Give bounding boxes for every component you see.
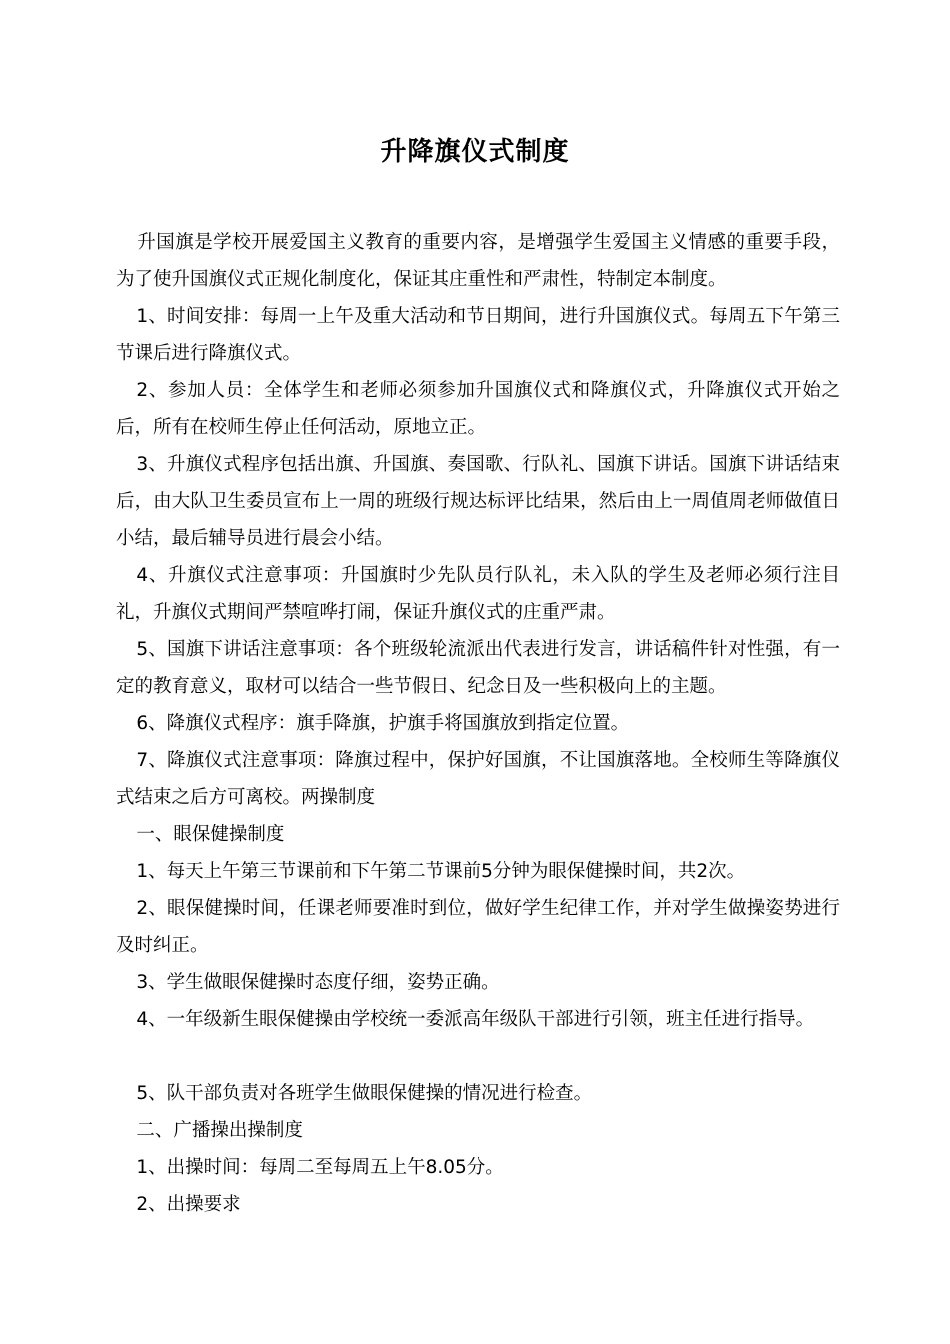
paragraph-time-schedule: 1、时间安排：每周一上午及重大活动和节日期间，进行升国旗仪式。每周五下午第三节课后进行降旗仪式。: [116, 306, 840, 364]
paragraph-flag-raising-notes: 4、升旗仪式注意事项：升国旗时少先队员行队礼，未入队的学生及老师必须行注目礼，升旗仪式期间严禁喧哗打闹，保证升旗仪式的庄重严肃。: [116, 565, 840, 623]
paragraph-flag-lowering-notes: 7、降旗仪式注意事项：降旗过程中，保护好国旗，不让国旗落地。全校师生等降旗仪式结束之后方可离校。两操制度: [116, 750, 840, 808]
paragraph-speech-notes: 5、国旗下讲话注意事项：各个班级轮流派出代表进行发言，讲话稿件针对性强，有一定的教育意义，取材可以结合一些节假日、纪念日及一些积极向上的主题。: [116, 639, 840, 697]
paragraph-eye-exercise-time: 1、每天上午第三节课前和下午第二节课前5分钟为眼保健操时间，共2次。: [136, 861, 746, 882]
document-title: 升降旗仪式制度: [380, 137, 570, 167]
paragraph-intro: 升国旗是学校开展爱国主义教育的重要内容，是增强学生爱国主义情感的重要手段，为了使升国旗仪式正规化制度化，保证其庄重性和严肃性，特制定本制度。: [116, 232, 840, 290]
paragraph-eye-exercise-posture: 3、学生做眼保健操时态度仔细，姿势正确。: [136, 972, 500, 993]
section-heading-eye-exercises: 一、眼保健操制度: [136, 824, 285, 845]
paragraph-eye-exercise-first-grade: 4、一年级新生眼保健操由学校统一委派高年级队干部进行引领，班主任进行指导。: [136, 1009, 815, 1030]
paragraph-participants: 2、参加人员：全体学生和老师必须参加升国旗仪式和降旗仪式，升降旗仪式开始之后，所有在校师生停止任何活动，原地立正。: [116, 380, 840, 438]
section-heading-broadcast-exercises: 二、广播操出操制度: [136, 1120, 303, 1141]
blank-line: [116, 1038, 840, 1075]
paragraph-eye-exercise-inspection: 5、队干部负责对各班学生做眼保健操的情况进行检查。: [136, 1083, 593, 1104]
document-body: [116, 224, 840, 1223]
paragraph-exercise-time: 1、出操时间：每周二至每周五上午8.05分。: [136, 1157, 504, 1178]
paragraph-flag-lowering-procedure: 6、降旗仪式程序：旗手降旗，护旗手将国旗放到指定位置。: [136, 713, 630, 734]
paragraph-flag-raising-procedure: 3、升旗仪式程序包括出旗、升国旗、奏国歌、行队礼、国旗下讲话。国旗下讲话结束后，由大队卫生委员宣布上一周的班级行规达标评比结果，然后由上一周值周老师做值日小结，最后辅导员进行晨会小结。: [116, 454, 840, 549]
paragraph-exercise-requirements: 2、出操要求: [136, 1194, 241, 1215]
paragraph-eye-exercise-teacher: 2、眼保健操时间，任课老师要准时到位，做好学生纪律工作，并对学生做操姿势进行及时纠正。: [116, 898, 840, 956]
